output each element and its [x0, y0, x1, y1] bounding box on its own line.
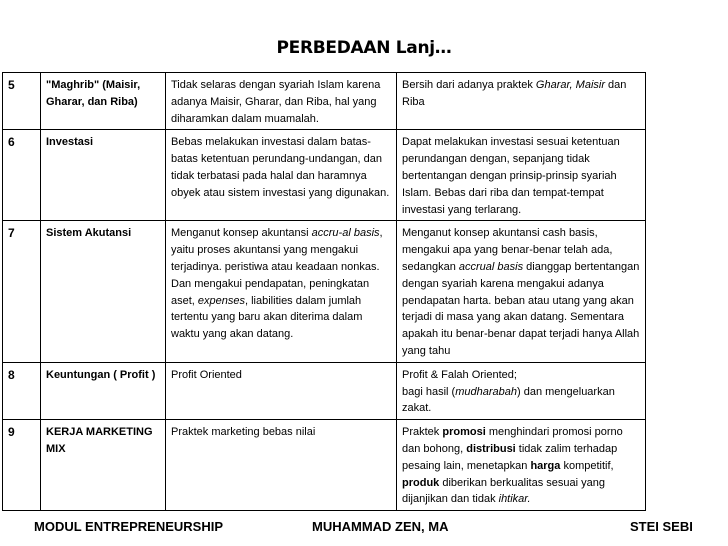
conventional-description: Praktek marketing bebas nilai: [166, 420, 397, 511]
footer-module: MODUL ENTREPRENEURSHIP: [34, 519, 224, 534]
islamic-description: Dapat melakukan investasi sesuai ketentuan perundangan dengan, sepanjang tidak bertentangan dengan prinsip-prinsip syariah Islam. Bebas dari riba dan tempat-tempat investasi yang terlarang.: [397, 130, 646, 221]
row-aspect: "Maghrib" (Maisir, Gharar, dan Riba): [41, 73, 166, 130]
islamic-description: Menganut konsep akuntansi cash basis, mengakui apa yang benar-benar telah ada, sedangkan accrual basis dianggap bertentangan dengan syariah karena mengakui adanya pendapatan harta. beban atau utang yang akan terjadi di masa yang akan datang. Sementara apakah itu benar-benar dapat terjadi hanya Allah yang tahu: [397, 221, 646, 362]
table-row: [3, 420, 646, 511]
row-aspect: Keuntungan ( Profit ): [41, 362, 166, 419]
islamic-description: Praktek promosi menghindari promosi porno dan bohong, distribusi tidak zalim terhadap pesaing lain, menetapkan harga kompetitif, produk diberikan berkualitas sesuai yang dijanjikan dan tidak ihtikar.: [397, 420, 646, 511]
footer-institution: STEI SEBI: [630, 519, 693, 534]
comparison-rows: [3, 73, 646, 511]
row-aspect: Sistem Akutansi: [41, 221, 166, 362]
row-aspect: KERJA MARKETING MIX: [41, 420, 166, 511]
row-number: 8: [3, 362, 41, 419]
row-number: 5: [3, 73, 41, 130]
footer-author: MUHAMMAD ZEN, MA: [312, 519, 449, 534]
islamic-description: Bersih dari adanya praktek Gharar, Maisir dan Riba: [397, 73, 646, 130]
page-title: PERBEDAAN Lanj…: [276, 38, 452, 58]
row-number: 6: [3, 130, 41, 221]
conventional-description: Profit Oriented: [166, 362, 397, 419]
comparison-table: [2, 72, 646, 511]
table-row: [3, 130, 646, 221]
table-row: [3, 221, 646, 362]
islamic-description: Profit & Falah Oriented; bagi hasil (mudharabah) dan mengeluarkan zakat.: [397, 362, 646, 419]
conventional-description: Menganut konsep akuntansi accru-al basis, yaitu proses akuntansi yang mengakui terjadinya. peristiwa atau keadaan nonkas. Dan mengakui pendapatan, peningkatan aset, expenses, liabilities dalam jumlah tertentu yang baru akan diterima dalam waktu yang akan datang.: [166, 221, 397, 362]
conventional-description: Bebas melakukan investasi dalam batas-batas ketentuan perundang-undangan, dan tidak terbatasi pada halal dan haramnya obyek atau sistem investasi yang digunakan.: [166, 130, 397, 221]
conventional-description: Tidak selaras dengan syariah Islam karena adanya Maisir, Gharar, dan Riba, hal yang diharamkan dalam muamalah.: [166, 73, 397, 130]
row-number: 7: [3, 221, 41, 362]
row-aspect: Investasi: [41, 130, 166, 221]
row-number: 9: [3, 420, 41, 511]
table-row: [3, 73, 646, 130]
table-row: [3, 362, 646, 419]
